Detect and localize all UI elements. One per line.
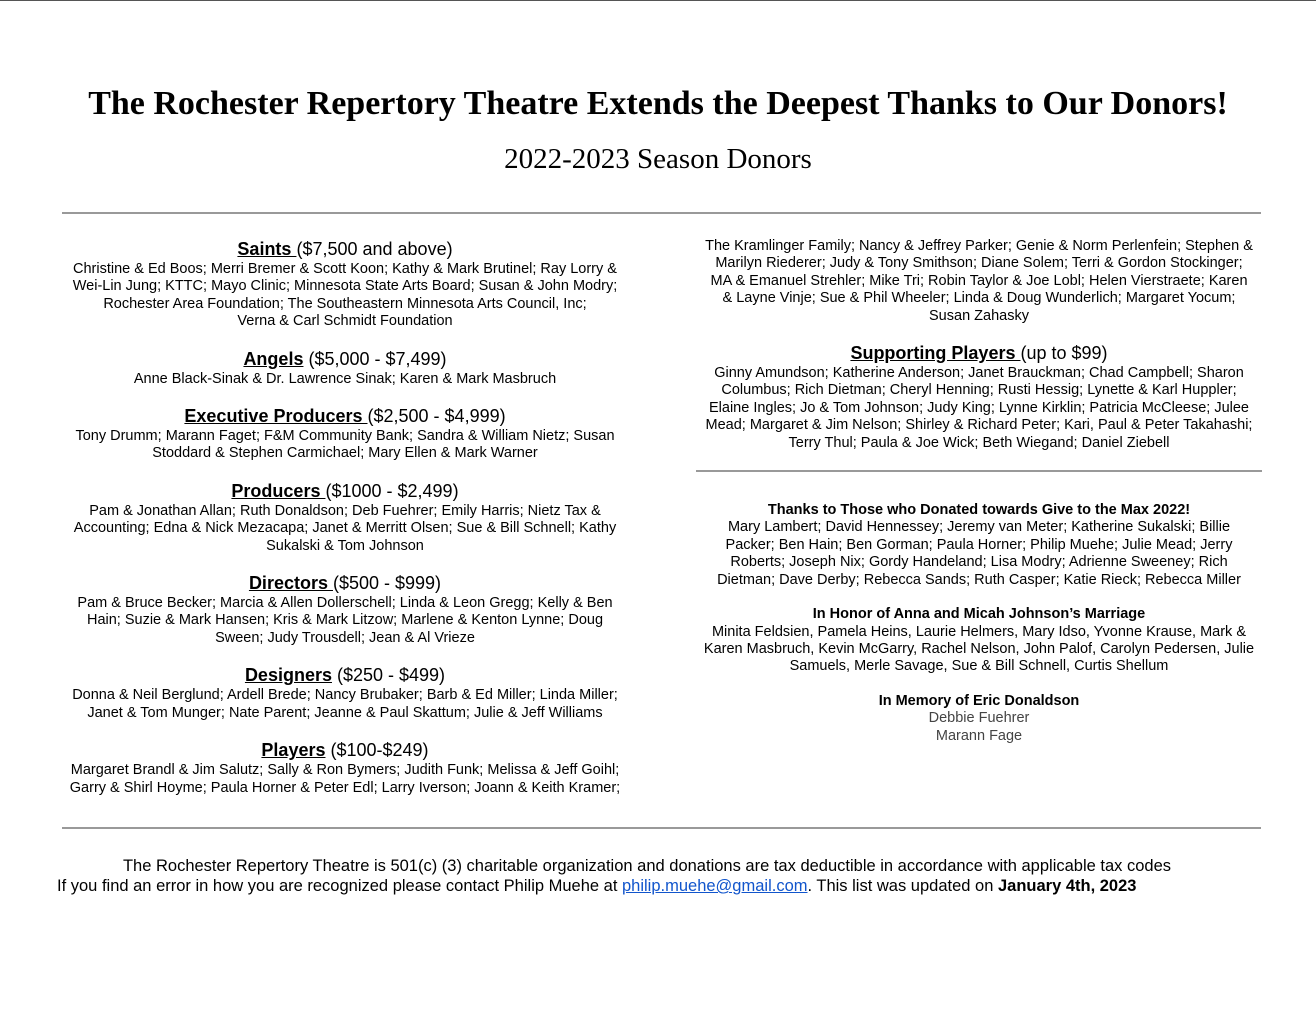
donor-line: Roberts; Joseph Nix; Gordy Handeland; Lisa Modry; Adrienne Sweeney; Rich <box>730 554 1228 571</box>
donor-line: Susan Zahasky <box>929 307 1029 324</box>
donor-line: Packer; Ben Hain; Ben Gorman; Paula Horner; Philip Muehe; Julie Mead; Jerry <box>725 536 1233 553</box>
donor-line: Donna & Neil Berglund; Ardell Brede; Nancy Brubaker; Barb & Ed Miller; Linda Miller; <box>72 687 618 704</box>
donor-line: Janet & Tom Munger; Nate Parent; Jeanne & Paul Skattum; Julie & Jeff Williams <box>87 704 603 721</box>
tier-heading <box>52 405 638 428</box>
tier-players <box>52 739 638 797</box>
tier-range: ($5,000 - $7,499) <box>303 348 447 369</box>
tier-range: ($250 - $499) <box>331 665 446 686</box>
tier-heading <box>52 572 638 595</box>
donor-line: Columbus; Rich Dietman; Cheryl Henning; Rusti Hessig; Lynette & Karl Huppler; <box>721 382 1237 399</box>
donor-line: Mary Lambert; David Hennessey; Jeremy van Meter; Katherine Sukalski; Billie <box>727 519 1231 536</box>
tier-supporting-players <box>686 342 1272 452</box>
tier-angels <box>52 348 638 388</box>
donor-line: The Kramlinger Family; Nancy & Jeffrey Parker; Genie & Norm Perlenfein; Stephen & <box>705 238 1253 254</box>
donor-line: Mead; Margaret & Jim Nelson; Shirley & Richard Peter; Kari, Paul & Peter Takahashi; <box>705 417 1253 434</box>
tier-producers <box>52 480 638 555</box>
page-title: The Rochester Repertory Theatre Extends the Deepest Thanks to Our Donors! <box>88 85 1228 122</box>
tier-name: Executive Producers <box>184 406 368 427</box>
section-heading: Thanks to Those who Donated towards Give to the Max 2022! <box>767 502 1191 519</box>
tier-heading <box>686 342 1272 365</box>
donor-line: Christine & Ed Boos; Merri Bremer & Scott Koon; Kathy & Mark Brutinel; Ray Lorry & <box>73 261 617 277</box>
donor-line: Wei-Lin Jung; KTTC; Mayo Clinic; Minnesota State Arts Board; Susan & John Modry; <box>72 278 618 295</box>
donor-line: Stoddard & Stephen Carmichael; Mary Ellen & Mark Warner <box>152 445 538 462</box>
donor-line: Verna & Carl Schmidt Foundation <box>237 313 453 330</box>
section-heading: In Memory of Eric Donaldson <box>878 692 1080 709</box>
tier-heading <box>52 238 638 261</box>
footer <box>0 856 1316 896</box>
right-column <box>686 238 1272 762</box>
donor-line: Debbie Fuehrer <box>928 710 1030 727</box>
updated-date: January 4th, 2023 <box>997 877 1137 895</box>
email-link[interactable]: philip.muehe@gmail.com <box>622 877 808 895</box>
tier-name: Designers <box>244 665 332 686</box>
donor-line: Karen Masbruch, Kevin McGarry, Rachel Nelson, John Palof, Carolyn Pedersen, Julie <box>703 640 1255 657</box>
donor-line: Rochester Area Foundation; The Southeastern Minnesota Arts Council, Inc; <box>103 295 587 312</box>
tier-range: ($2,500 - $4,999) <box>367 406 506 427</box>
donor-line: Marann Fage <box>935 727 1023 744</box>
donor-line: Sukalski & Tom Johnson <box>266 537 424 554</box>
donor-line: Accounting; Edna & Nick Mezacapa; Janet & Merritt Olsen; Sue & Bill Schnell; Kathy <box>73 520 617 537</box>
donor-line: & Layne Vinje; Sue & Phil Wheeler; Linda & Doug Wunderlich; Margaret Yocum; <box>722 290 1236 307</box>
bottom-divider <box>62 827 1261 829</box>
tier-name: Directors <box>248 573 333 594</box>
page-subtitle: 2022-2023 Season Donors <box>504 143 812 175</box>
tax-notice: The Rochester Repertory Theatre is 501(c) (3) charitable organization and donations are tax deductible in accordance with applicable tax codes <box>122 857 1172 875</box>
tier-designers <box>52 664 638 722</box>
donor-line: Garry & Shirl Hoyme; Paula Horner & Peter Edl; Larry Iverson; Joann & Keith Kramer; <box>69 779 621 796</box>
contact-text: If you find an error in how you are recognized please contact Philip Muehe at <box>57 877 622 895</box>
tier-range: ($1000 - $2,499) <box>325 480 459 501</box>
tier-range: ($7,500 and above) <box>296 239 453 259</box>
tier-range: ($500 - $999) <box>332 573 442 594</box>
donor-line: Elaine Ingles; Jo & Tom Johnson; Judy King; Lynne Kirklin; Patricia McCleese; Julee <box>709 399 1249 416</box>
donor-line: MA & Emanuel Strehler; Mike Tri; Robin Taylor & Joe Lobl; Helen Vierstraete; Karen <box>710 272 1248 289</box>
tier-directors <box>52 572 638 647</box>
tier-range: (up to $99) <box>1020 343 1108 364</box>
donor-line: Tony Drumm; Marann Faget; F&M Community Bank; Sandra & William Nietz; Susan <box>75 428 615 445</box>
donor-line: Anne Black-Sinak & Dr. Lawrence Sinak; Karen & Mark Masbruch <box>133 370 557 387</box>
donor-line: Terry Thul; Paula & Joe Wick; Beth Wiegand; Daniel Ziebell <box>788 434 1170 451</box>
donor-line: Hain; Suzie & Mark Hansen; Kris & Mark Litzow; Marlene & Kenton Lynne; Doug <box>86 612 604 629</box>
honor-section <box>686 606 1272 676</box>
tier-heading <box>52 664 638 687</box>
tier-range: ($100-$249) <box>325 740 429 761</box>
donor-line: Minita Feldsien, Pamela Heins, Laurie Helmers, Mary Idso, Yvonne Krause, Mark & <box>711 623 1247 640</box>
tier-heading <box>52 739 638 762</box>
tier-executive-producers <box>52 405 638 463</box>
donor-line: Sween; Judy Trousdell; Jean & Al Vrieze <box>215 629 475 646</box>
tier-name: Players <box>261 740 326 761</box>
left-column <box>52 238 638 814</box>
donor-line: Pam & Jonathan Allan; Ruth Donaldson; Deb Fuehrer; Emily Harris; Nietz Tax & <box>89 502 601 519</box>
donor-line: Marilyn Riederer; Judy & Tony Smithson; Diane Solem; Terri & Gordon Stockinger; <box>715 255 1243 272</box>
give-to-max-section <box>686 502 1272 589</box>
right-divider <box>696 470 1262 472</box>
donor-line: Dietman; Dave Derby; Rebecca Sands; Ruth Casper; Katie Rieck; Rebecca Miller <box>717 571 1241 588</box>
updated-text: . This list was updated on <box>807 877 998 895</box>
tier-heading <box>52 480 638 503</box>
section-heading: In Honor of Anna and Micah Johnson’s Marriage <box>812 606 1146 623</box>
donor-line: Pam & Bruce Becker; Marcia & Allen Dollerschell; Linda & Leon Gregg; Kelly & Ben <box>77 595 613 612</box>
top-divider <box>62 212 1261 214</box>
tier-saints <box>52 238 638 331</box>
tier-name: Angels <box>243 348 304 369</box>
donor-line: Ginny Amundson; Katherine Anderson; Janet Brauckman; Chad Campbell; Sharon <box>714 365 1244 382</box>
top-border <box>0 0 1316 1</box>
contact-notice <box>0 876 1316 896</box>
donor-line: Margaret Brandl & Jim Salutz; Sally & Ron Bymers; Judith Funk; Melissa & Jeff Goihl; <box>70 762 620 779</box>
tier-heading <box>52 348 638 371</box>
donor-line: Samuels, Merle Savage, Sue & Bill Schnell, Curtis Shellum <box>789 658 1169 675</box>
tier-name: Supporting Players <box>850 343 1021 364</box>
tier-name: Saints <box>237 239 297 259</box>
tier-players-continued <box>686 238 1272 325</box>
memory-section <box>686 693 1272 745</box>
tier-name: Producers <box>231 480 326 501</box>
